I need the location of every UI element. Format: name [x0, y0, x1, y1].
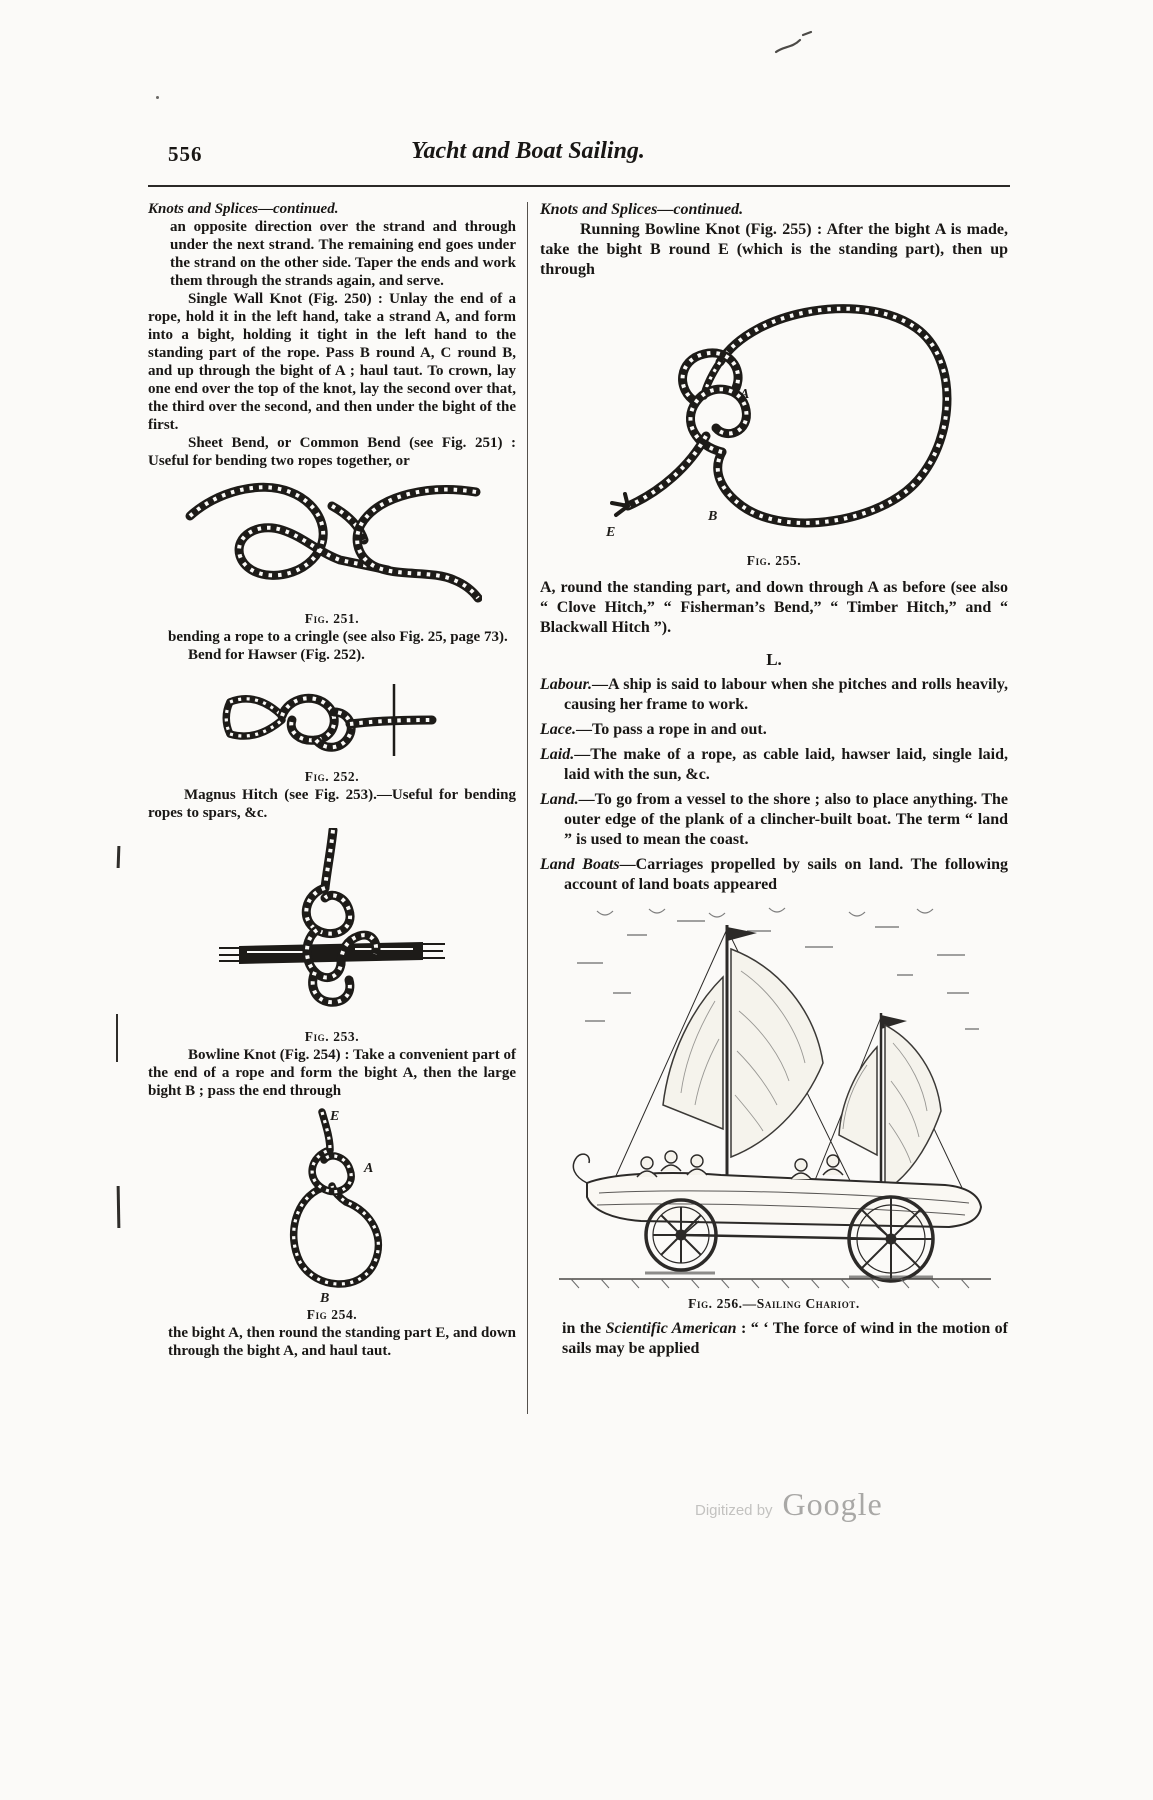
right-column	[540, 200, 1008, 1359]
figure-251-caption: Fig. 251.	[304, 611, 360, 626]
figure-254-label-b: B	[319, 1291, 329, 1304]
glossary-text: —To pass a rope in and out.	[575, 721, 767, 738]
glossary-entry-land	[540, 790, 1008, 850]
paragraph-hawser: Bend for Hawser (Fig. 252).	[188, 647, 365, 663]
glossary-term: Land.	[540, 791, 579, 808]
paragraph-running-bowline-1: Running Bowline Knot (Fig. 255) : After the bight A is made, take the bight B round E (which is the standing part), then up through	[540, 221, 1008, 278]
scientific-american-italic: Scientific American	[605, 1320, 737, 1337]
figure-253-caption: Fig. 253.	[304, 1029, 360, 1044]
glossary-term: Labour.	[540, 676, 593, 693]
glossary-entry-lace	[540, 720, 1008, 740]
scan-edge-mark	[117, 846, 121, 868]
google-logo: Google	[782, 1486, 883, 1522]
figure-252	[148, 670, 516, 786]
paragraph-scientific-american	[562, 1319, 1008, 1359]
glossary-entry-land-boats	[540, 855, 1008, 895]
glossary-term: Laid.	[540, 746, 575, 763]
figure-254-caption: Fig 254.	[306, 1307, 358, 1322]
scan-edge-mark	[116, 1014, 118, 1062]
glossary-text: —Carriages propelled by sails on land. The following account of land boats appeared	[564, 856, 1009, 893]
glossary-text: —To go from a vessel to the shore ; also to place anything. The outer edge of the plank of a clincher-built boat. The term “ land ” is used to mean the coast.	[564, 791, 1008, 848]
figure-255-caption: Fig. 255.	[746, 553, 802, 568]
ink-dot-artifact	[156, 96, 159, 99]
figure-252-caption: Fig. 252.	[304, 769, 360, 784]
paragraph-bowline-2: the bight A, then round the standing part E, and down through the bight A, and haul taut.	[168, 1325, 516, 1359]
paragraph-bowline-1: Bowline Knot (Fig. 254) : Take a convenient part of the end of a rope and form the bight A, then the large bight B ; pass the end through	[148, 1047, 516, 1099]
figure-253	[148, 828, 516, 1046]
figure-255	[540, 290, 1008, 570]
figure-255-label-b: B	[708, 509, 718, 524]
header-rule	[148, 185, 1010, 187]
right-section-header: Knots and Splices—continued.	[540, 201, 744, 218]
column-divider-rule	[527, 202, 528, 1414]
glossary-term: Land Boats	[540, 856, 620, 873]
paragraph-magnus-hitch: Magnus Hitch (see Fig. 253).—Useful for bending ropes to spars, &c.	[148, 787, 516, 821]
digitized-by-label: Digitized by	[695, 1502, 773, 1519]
page-title: Yacht and Boat Sailing.	[411, 138, 645, 164]
sheet-bend-illustration	[182, 476, 482, 608]
figure-255-label-e: E	[606, 525, 616, 540]
left-section-header: Knots and Splices—continued.	[148, 201, 339, 217]
figure-255-label-a: A	[740, 387, 750, 402]
glossary-text: —A ship is said to labour when she pitches and rolls heavily, causing her frame to work.	[564, 676, 1008, 713]
paragraph-cringle: bending a rope to a cringle (see also Fig. 25, page 73).	[168, 629, 508, 645]
page-number: 556	[168, 142, 203, 166]
glossary-term: Lace.	[540, 721, 576, 738]
figure-251	[148, 476, 516, 628]
figure-256-caption: Fig. 256.—Sailing Chariot.	[688, 1296, 860, 1311]
letter-section-heading: L.	[766, 650, 782, 669]
paragraph-running-bowline-2: A, round the standing part, and down through A as before (see also “ Clove Hitch,” “ Fisherman’s Bend,” “ Timber Hitch,” and “ Blackwall Hitch ”).	[540, 579, 1008, 636]
scientific-text-after: : “ ‘ The force of wind in the motion of sails may be applied	[562, 1320, 1009, 1357]
figure-254	[148, 1106, 516, 1324]
glossary-text: —The make of a rope, as cable laid, hawser laid, single laid, laid with the sun, &c.	[564, 746, 1008, 783]
figure-256	[540, 905, 1008, 1313]
running-bowline-illustration	[594, 290, 954, 550]
scientific-text-before: in the	[562, 1320, 606, 1337]
hawser-bend-illustration	[222, 670, 442, 766]
scan-edge-mark	[117, 1186, 121, 1228]
bowline-knot-illustration	[270, 1106, 395, 1304]
sailing-chariot-illustration	[549, 905, 999, 1293]
magnus-hitch-illustration	[217, 828, 447, 1026]
paragraph-sheet-bend: Sheet Bend, or Common Bend (see Fig. 251) : Useful for bending two ropes together, or	[148, 435, 516, 469]
glossary-entry-labour	[540, 675, 1008, 715]
figure-254-label-e: E	[329, 1109, 339, 1124]
glossary-entry-laid	[540, 745, 1008, 785]
paragraph-continuation: an opposite direction over the strand and through under the next strand. The remaining end goes under the strand on the other side. Taper the ends and work them through the strands again, and serve.	[170, 219, 516, 289]
pen-mark-artifact	[772, 26, 816, 58]
figure-254-label-a: A	[363, 1161, 373, 1176]
paragraph-single-wall-knot: Single Wall Knot (Fig. 250) : Unlay the end of a rope, hold it in the left hand, take a strand A, and form into a bight, holding it tight in the left hand to the standing part of the rope. Pass B round A, C round B, and up through the bight of A ; haul taut. To crown, lay one end over the top of the knot, lay the second over that, the third over the second, and then under the bight of the first.	[148, 291, 516, 433]
left-column	[148, 200, 516, 1360]
digitized-watermark	[695, 1486, 1025, 1523]
